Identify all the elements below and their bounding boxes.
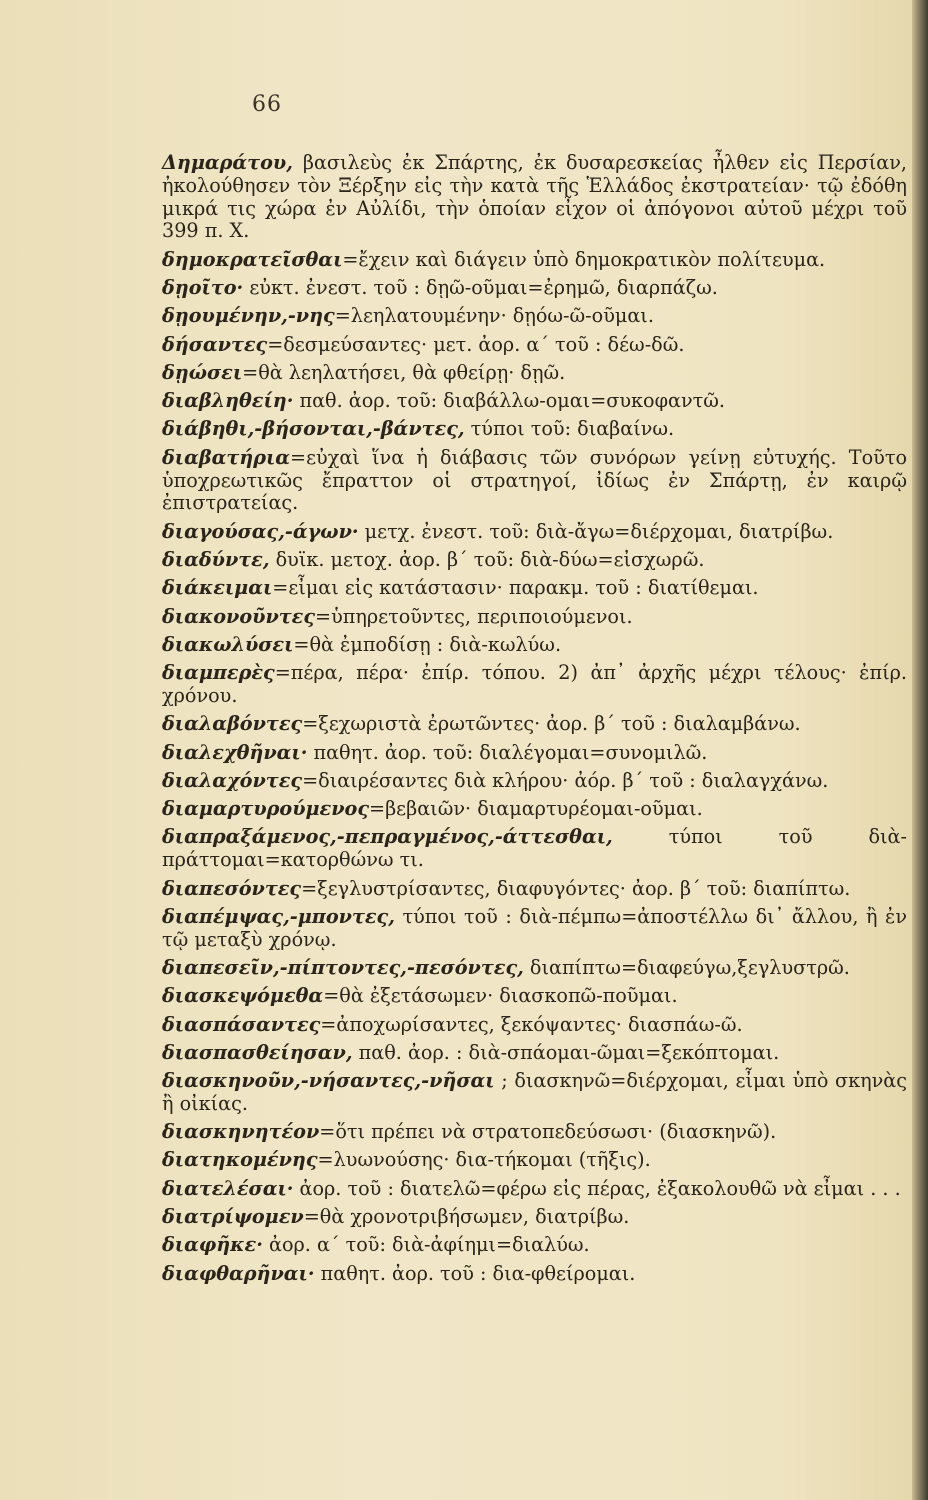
glossary-entry <box>162 549 907 572</box>
glossary-entry <box>162 305 907 328</box>
entry-definition: =θὰ ἐξετάσωμεν· διασκοπῶ-ποῦμαι. <box>323 984 678 1008</box>
entry-headword: διασπασθείησαν, <box>162 1040 353 1064</box>
glossary-entry <box>162 577 907 600</box>
entry-headword: διαπραξάμενος,-πεπραγμένος,-άττεσθαι, <box>162 825 613 849</box>
glossary-entry <box>162 826 907 872</box>
entry-headword: διασκηνοῦν,-νήσαντες,-νῆσαι <box>162 1069 495 1093</box>
entry-headword: διαγούσας,-άγων· <box>162 519 359 543</box>
entry-headword: διαλαβόντες <box>162 712 303 736</box>
entry-headword: διαδύντε, <box>162 547 270 571</box>
glossary-entry <box>162 770 907 793</box>
entry-definition: τύποι τοῦ: διαβαίνω. <box>464 417 675 441</box>
entry-headword: διατελέσαι· <box>162 1176 294 1200</box>
entry-headword: δῃοῖτο· <box>162 275 244 299</box>
entry-definition: ; διασκηνῶ=διέρχομαι, εἶμαι ὑπὸ σκηνὰς ἢ οἰκίας. <box>162 1069 907 1115</box>
entry-headword: διακωλύσει <box>162 632 294 656</box>
glossary-entry <box>162 390 907 413</box>
glossary-entry <box>162 1149 907 1172</box>
entry-definition: παθ. ἀορ. τοῦ: διαβάλλω-ομαι=συκοφαντῶ. <box>293 389 726 413</box>
glossary-entry <box>162 152 907 243</box>
glossary-entry <box>162 1263 907 1286</box>
entry-definition: =εἶμαι εἰς κατάστασιν· παρακμ. τοῦ : διατίθεμαι. <box>272 576 759 600</box>
entry-headword: διαπεσόντες <box>162 876 302 900</box>
glossary-entry <box>162 713 907 736</box>
entry-definition: =ξεγλυστρίσαντες, διαφυγόντες· ἀορ. β΄ τοῦ: διαπίπτω. <box>301 876 851 900</box>
entry-definition: βασιλεὺς ἐκ Σπάρτης, ἐκ δυσαρεσκείας ἦλθεν εἰς Περσίαν, ἠκολούθησεν τὸν Ξέρξην εἰς τὴν κατὰ τῆς Ἑλλάδος ἐκστρατείαν· τῷ ἐδόθη μικρά τις χώρα ἐν Αὐλίδι, τὴν ὁποίαν εἶχον οἱ ἀπόγονοι αὐτοῦ μέχρι τοῦ 399 π. Χ. <box>162 151 907 243</box>
entry-definition: ἀορ. τοῦ : διατελῶ=φέρω εἰς πέρας, ἐξακολουθῶ νὰ εἶμαι . . . <box>293 1176 901 1200</box>
entry-definition: =ὅτι πρέπει νὰ στρατοπεδεύσωσι· (διασκηνῶ). <box>319 1120 777 1144</box>
glossary-entry <box>162 606 907 629</box>
entry-headword: δήσαντες <box>162 332 268 356</box>
glossary-entry <box>162 1206 907 1229</box>
entry-definition: =λυωνούσης· δια-τήκομαι (τῆξις). <box>317 1148 651 1172</box>
glossary-entry <box>162 662 907 708</box>
entry-headword: διαβατήρια <box>162 445 291 469</box>
glossary-entry <box>162 878 907 901</box>
glossary-entry <box>162 1042 907 1065</box>
glossary-entry <box>162 1178 907 1201</box>
glossary-entries <box>162 152 907 1291</box>
glossary-entry <box>162 957 907 980</box>
entry-headword: διαπεσεῖν,-πίπτοντες,-πεσόντες, <box>162 955 524 979</box>
entry-definition: =λεηλατουμένην· δῃόω-ῶ-οῦμαι. <box>334 304 654 328</box>
entry-definition: =θὰ ἐμποδίσῃ : διὰ-κωλύω. <box>293 632 562 656</box>
entry-headword: διασκεψόμεθα <box>162 984 324 1008</box>
entry-headword: διαφθαρῆναι· <box>162 1261 315 1285</box>
glossary-entry <box>162 521 907 544</box>
entry-definition: =διαιρέσαντες διὰ κλήρου· ἀόρ. β΄ τοῦ : διαλαγχάνω. <box>302 768 829 792</box>
entry-definition: =δεσμεύσαντες· μετ. ἀορ. α΄ τοῦ : δέω-δῶ. <box>267 332 685 356</box>
glossary-entry <box>162 1121 907 1144</box>
glossary-entry <box>162 985 907 1008</box>
entry-definition: ἀορ. α΄ τοῦ: διὰ-ἀφίημι=διαλύω. <box>262 1233 590 1257</box>
entry-headword: διαλεχθῆναι· <box>162 740 308 764</box>
entry-headword: διάβηθι,-βήσονται,-βάντες, <box>162 417 465 441</box>
glossary-entry <box>162 634 907 657</box>
entry-definition: =ξεχωριστὰ ἐρωτῶντες· ἀορ. β΄ τοῦ : διαλαμβάνω. <box>302 712 801 736</box>
entry-definition: =ὑπηρετοῦντες, περιποιούμενοι. <box>315 604 633 628</box>
glossary-entry <box>162 418 907 441</box>
entry-definition: τύποι τοῦ διὰ-πράττομαι=κατορθώνω τι. <box>162 825 907 872</box>
entry-definition: εὐκτ. ἐνεστ. τοῦ : δῃῶ-οῦμαι=ἐρημῶ, διαρπάζω. <box>243 275 718 299</box>
entry-definition: μετχ. ἐνεστ. τοῦ: διὰ-ἄγω=διέρχομαι, διατρίβω. <box>358 519 834 543</box>
glossary-entry <box>162 1234 907 1257</box>
entry-definition: =ἔχειν καὶ διάγειν ὑπὸ δημοκρατικὸν πολίτευμα. <box>342 247 826 271</box>
entry-definition: =πέρα, πέρα· ἐπίρ. τόπου. 2) ἀπ᾽ ἀρχῆς μέχρι τέλους· ἐπίρ. χρόνου. <box>162 661 907 707</box>
entry-definition: =θὰ χρονοτριβήσωμεν, διατρίβω. <box>303 1205 630 1229</box>
entry-definition: δυϊκ. μετοχ. ἀορ. β΄ τοῦ: διὰ-δύω=εἰσχωρῶ. <box>269 547 705 571</box>
glossary-entry <box>162 1070 907 1116</box>
entry-headword: διαπέμψας,-μποντες, <box>162 904 395 928</box>
page-number: 66 <box>252 92 282 117</box>
entry-headword: διασπάσαντες <box>162 1012 321 1036</box>
glossary-entry <box>162 798 907 821</box>
entry-definition: =βεβαιῶν· διαμαρτυρέομαι-οῦμαι. <box>369 797 703 821</box>
entry-definition: =εὐχαὶ ἵνα ἡ διάβασις τῶν συνόρων γείνῃ εὐτυχής. Τοῦτο ὑποχρεωτικῶς ἔπραττον οἱ στρατηγοί, ἰδίως ἐν Σπάρτῃ, ἐν καιρῷ ἐπιστρατείας. <box>162 445 907 515</box>
glossary-entry <box>162 906 907 952</box>
entry-definition: =θὰ λεηλατήσει, θὰ φθείρῃ· δῃῶ. <box>242 360 566 384</box>
entry-definition: τύποι τοῦ : διὰ-πέμπω=ἀποστέλλω δι᾽ ἄλλου, ἢ ἐν τῷ μεταξὺ χρόνῳ. <box>162 904 907 951</box>
entry-headword: Δημαράτου, <box>162 151 293 174</box>
entry-headword: διαλαχόντες <box>162 768 303 792</box>
entry-headword: διαμπερὲς <box>162 661 275 685</box>
glossary-entry <box>162 362 907 385</box>
entry-headword: διάκειμαι <box>162 576 273 600</box>
entry-headword: διακονοῦντες <box>162 604 316 628</box>
entry-headword: δημοκρατεῖσθαι <box>162 247 343 271</box>
entry-headword: δῃώσει <box>162 360 243 384</box>
entry-definition: διαπίπτω=διαφεύγω,ξεγλυστρῶ. <box>523 955 850 979</box>
entry-headword: διατηκομένης <box>162 1148 318 1172</box>
glossary-entry <box>162 742 907 765</box>
entry-headword: διατρίψομεν <box>162 1205 304 1229</box>
glossary-entry <box>162 249 907 272</box>
glossary-entry <box>162 277 907 300</box>
entry-headword: δῃουμένην,-νης <box>162 304 335 328</box>
entry-headword: διαμαρτυρούμενος <box>162 797 370 821</box>
glossary-entry <box>162 334 907 357</box>
entry-definition: =ἀποχωρίσαντες, ξεκόψαντες· διασπάω-ῶ. <box>320 1012 743 1036</box>
entry-headword: διαφῆκε· <box>162 1233 263 1257</box>
glossary-entry <box>162 447 907 515</box>
glossary-entry <box>162 1014 907 1037</box>
entry-definition: παθητ. ἀορ. τοῦ : δια-φθείρομαι. <box>314 1261 636 1285</box>
entry-definition: παθ. ἀορ. : διὰ-σπάομαι-ῶμαι=ξεκόπτομαι. <box>352 1040 780 1064</box>
page-edge-shadow <box>912 0 928 1500</box>
entry-headword: διασκηνητέον <box>162 1120 320 1144</box>
entry-headword: διαβληθείη· <box>162 389 294 413</box>
entry-definition: παθητ. ἀορ. τοῦ: διαλέγομαι=συνομιλῶ. <box>307 740 708 764</box>
